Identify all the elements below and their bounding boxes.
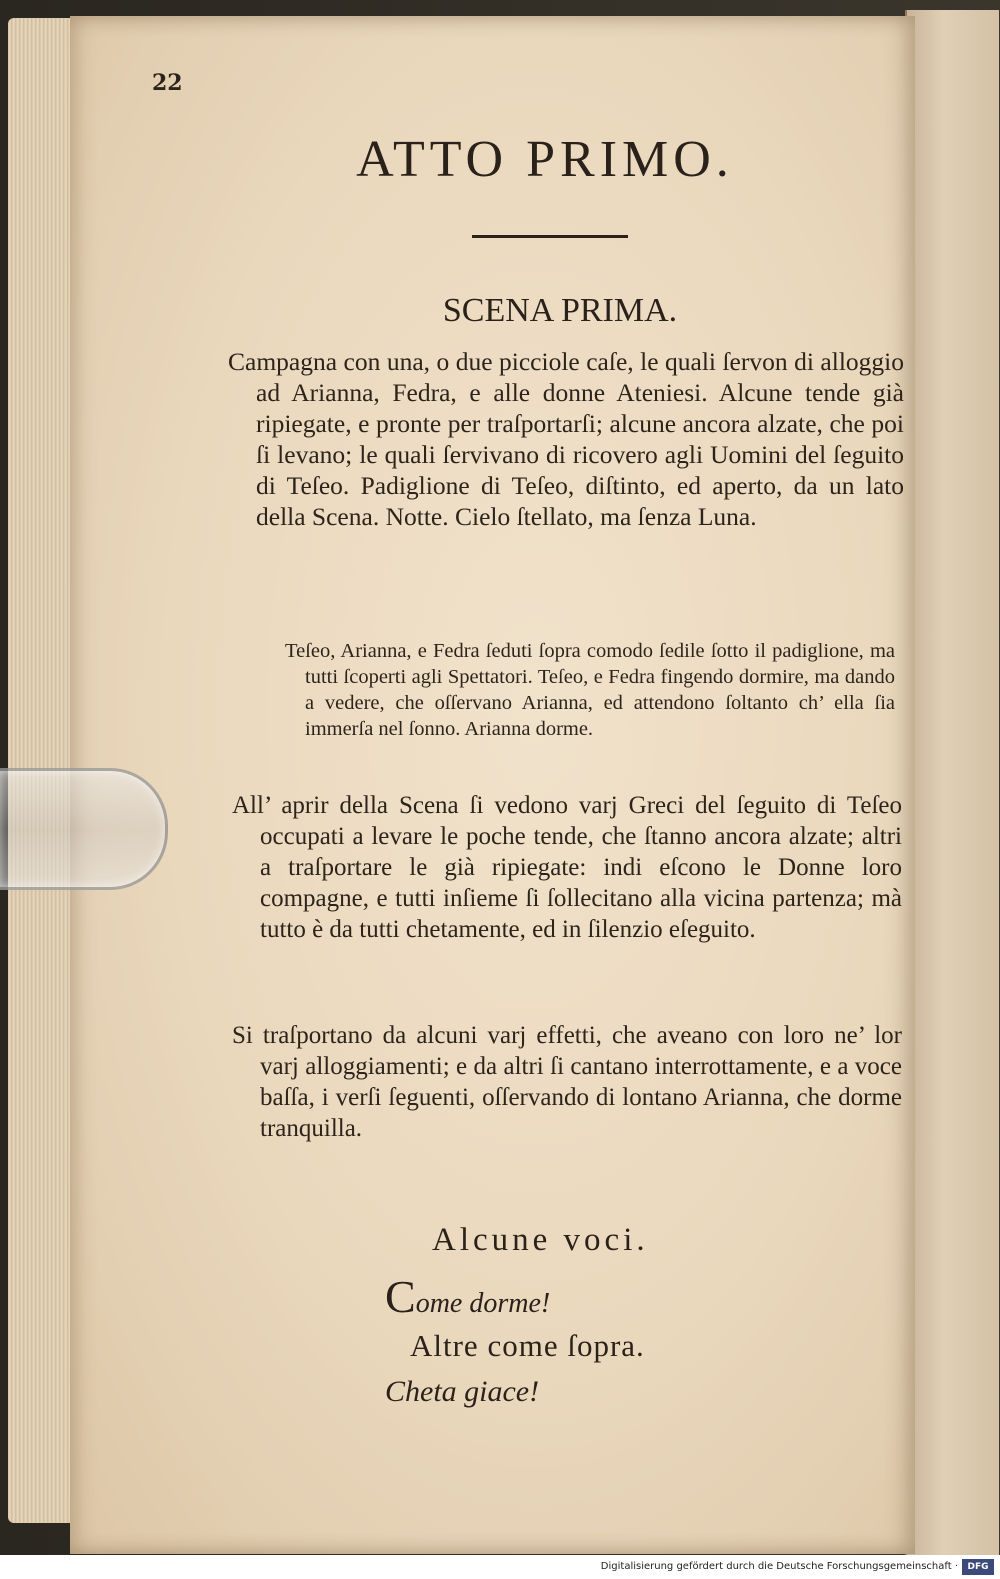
facing-page-edge [905, 10, 999, 1555]
stage-direction-action-1: All’ aprir della Scena ſi vedono varj Greci del ſeguito di Teſeo occupati a levare le poche tende, che ſtanno ancora alzate; altri a traſportare le già ripiegate: indi eſcono le Donne loro compagne, e tutti inſieme ſi ſollecitano alla vicina partenza; mà tutto è da tutti chetamente, ed in ſilenzio eſeguito. [232, 792, 902, 943]
page-number: 22 [152, 70, 183, 96]
verse-line-1 [385, 1270, 550, 1323]
book-page [70, 16, 915, 1554]
speaker-heading-1: Alcune voci. [432, 1222, 649, 1258]
stage-direction-action-2: Si traſportano da alcuni varj effetti, che aveano con loro ne’ lor varj alloggiamenti; e da altri ſi cantano interrottamente, e a voce baſſa, i verſi ſeguenti, oſſervando di lontano Arianna, che dorme tranquilla. [232, 1022, 902, 1142]
scene-title: SCENA PRIMA. [442, 292, 678, 329]
act-title: ATTO PRIMO. [356, 131, 734, 188]
verse-line-1-text: ome dorme! [415, 1288, 551, 1319]
stage-direction-setting: Campagna con una, o due picciole caſe, le quali ſervon di alloggio ad Arianna, Fedra, e alle donne Ateniesi. Alcune tende già ripiegate, e pronte per traſportarſi; alcune ancora alzate, che poi ſi levano; le quali ſervivano di ricovero agli Uomini del ſeguito di Teſeo. Padiglione di Teſeo, diſtinto, ed aperto, da un lato della Scena. Notte. Cielo ſtellato, ma ſenza Luna. [228, 347, 904, 531]
dfg-logo-icon: DFG [962, 1559, 994, 1575]
page-holder-clip [0, 768, 168, 890]
speaker-heading-2: Altre come ſopra. [410, 1328, 645, 1363]
funding-credit: Digitalisierung gefördert durch die Deutsche Forschungsgemeinschaft · [600, 1561, 958, 1572]
drop-initial: C [385, 1271, 416, 1322]
stage-direction-characters: Teſeo, Arianna, e Fedra ſeduti ſopra comodo ſedile ſotto il padiglione, ma tutti ſcoperti agli Spettatori. Teſeo, e Fedra fingendo dormire, ma dando a vedere, che oſſervano Arianna, ed attendono ſoltanto ch’ ella ſia immerſa nel ſonno. Arianna dorme. [285, 640, 895, 740]
title-divider [472, 235, 628, 238]
verse-line-2: Cheta giace! [385, 1375, 540, 1408]
